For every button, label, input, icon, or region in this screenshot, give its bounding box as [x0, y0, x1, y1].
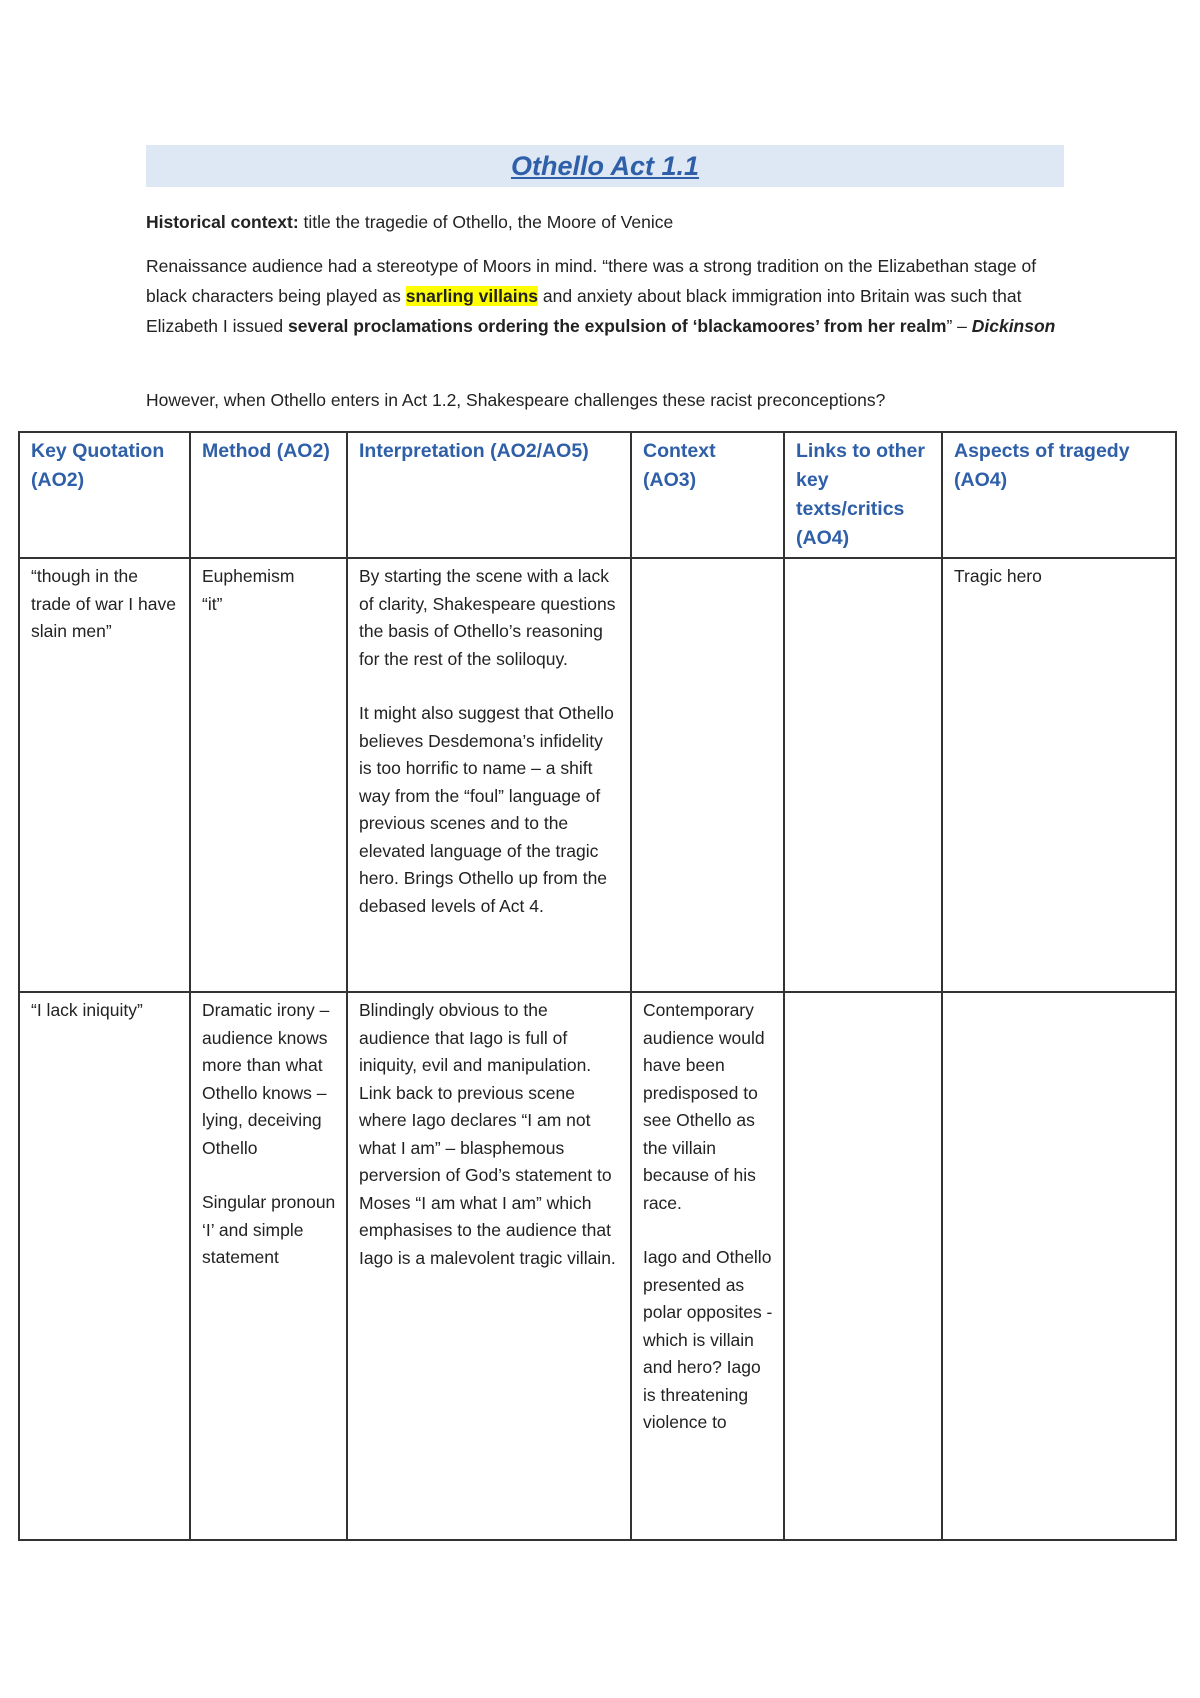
analysis-table	[18, 431, 1177, 1541]
interpretation-paragraph: Blindingly obvious to the audience that Iago is full of iniquity, evil and manipulation.	[359, 1000, 592, 1075]
method-paragraph: Singular pronoun ‘I’ and simple statement	[202, 1192, 336, 1267]
links-cell	[784, 558, 942, 992]
renaissance-paragraph	[146, 251, 1076, 341]
tragedy-cell	[942, 992, 1176, 1540]
header-key-quotation: Key Quotation (AO2)	[19, 432, 190, 558]
method-line: Euphemism	[202, 566, 295, 586]
method-cell	[190, 992, 347, 1540]
historical-context-paragraph	[146, 207, 1076, 237]
critic-name: Dickinson	[971, 316, 1056, 336]
interpretation-paragraph: Link back to previous scene where Iago declares “I am not what I am” – blasphemous perversion of God’s statement to Moses “I am what I am” which emphasises to the audience that Iago is a malevolent tragic villain.	[359, 1082, 616, 1268]
context-cell	[631, 992, 784, 1540]
context-paragraph: Contemporary audience would have been predisposed to see Othello as the villain because of his race.	[643, 1000, 765, 1213]
however-paragraph: However, when Othello enters in Act 1.2, Shakespeare challenges these racist preconceptions?	[146, 390, 886, 410]
header-aspects-of-tragedy: Aspects of tragedy (AO4)	[942, 432, 1176, 558]
interpretation-cell	[347, 992, 631, 1540]
historical-context-label: Historical context:	[146, 212, 299, 232]
quotation-cell: “I lack iniquity”	[19, 992, 190, 1540]
historical-context-text: title the tragedie of Othello, the Moore of Venice	[298, 212, 674, 232]
quotation-cell: “though in the trade of war I have slain men”	[19, 558, 190, 992]
renaissance-text-b: and anxiety about black immigration into Britain was such that Elizabeth I issued	[146, 286, 1022, 336]
header-links: Links to other key texts/critics (AO4)	[784, 432, 942, 558]
interpretation-paragraph: It might also suggest that Othello believes Desdemona’s infidelity is too horrific to name – a shift way from the “foul” language of previous scenes and to the elevated language of the tragic hero. Brings Othello up from the debased levels of Act 4.	[359, 703, 614, 916]
method-cell	[190, 558, 347, 992]
header-method: Method (AO2)	[190, 432, 347, 558]
table-row	[19, 992, 1176, 1540]
interpretation-paragraph: By starting the scene with a lack of clarity, Shakespeare questions the basis of Othello’s reasoning for the rest of the soliloquy.	[359, 566, 616, 669]
title-bar	[146, 145, 1064, 187]
header-context: Context (AO3)	[631, 432, 784, 558]
tragedy-cell: Tragic hero	[942, 558, 1176, 992]
highlighted-phrase: snarling villains	[405, 286, 539, 306]
method-line: “it”	[202, 593, 223, 614]
links-cell	[784, 992, 942, 1540]
renaissance-text-c: ” –	[946, 316, 972, 336]
renaissance-text-a: Renaissance audience had a stereotype of Moors in mind. “there was a strong tradition on the Elizabethan stage of black characters being played as	[146, 256, 1037, 306]
header-interpretation: Interpretation (AO2/AO5)	[347, 432, 631, 558]
context-cell	[631, 558, 784, 992]
page-title: Othello Act 1.1	[510, 151, 700, 181]
table-header-row	[19, 432, 1176, 558]
table-row	[19, 558, 1176, 992]
method-paragraph: Dramatic irony – audience knows more than what Othello knows – lying, deceiving Othello	[202, 1000, 330, 1158]
renaissance-bold-phrase: several proclamations ordering the expulsion of ‘blackamoores’ from her realm	[288, 316, 947, 336]
interpretation-cell	[347, 558, 631, 992]
context-paragraph: Iago and Othello presented as polar opposites - which is villain and hero? Iago is threatening violence to	[643, 1247, 773, 1432]
